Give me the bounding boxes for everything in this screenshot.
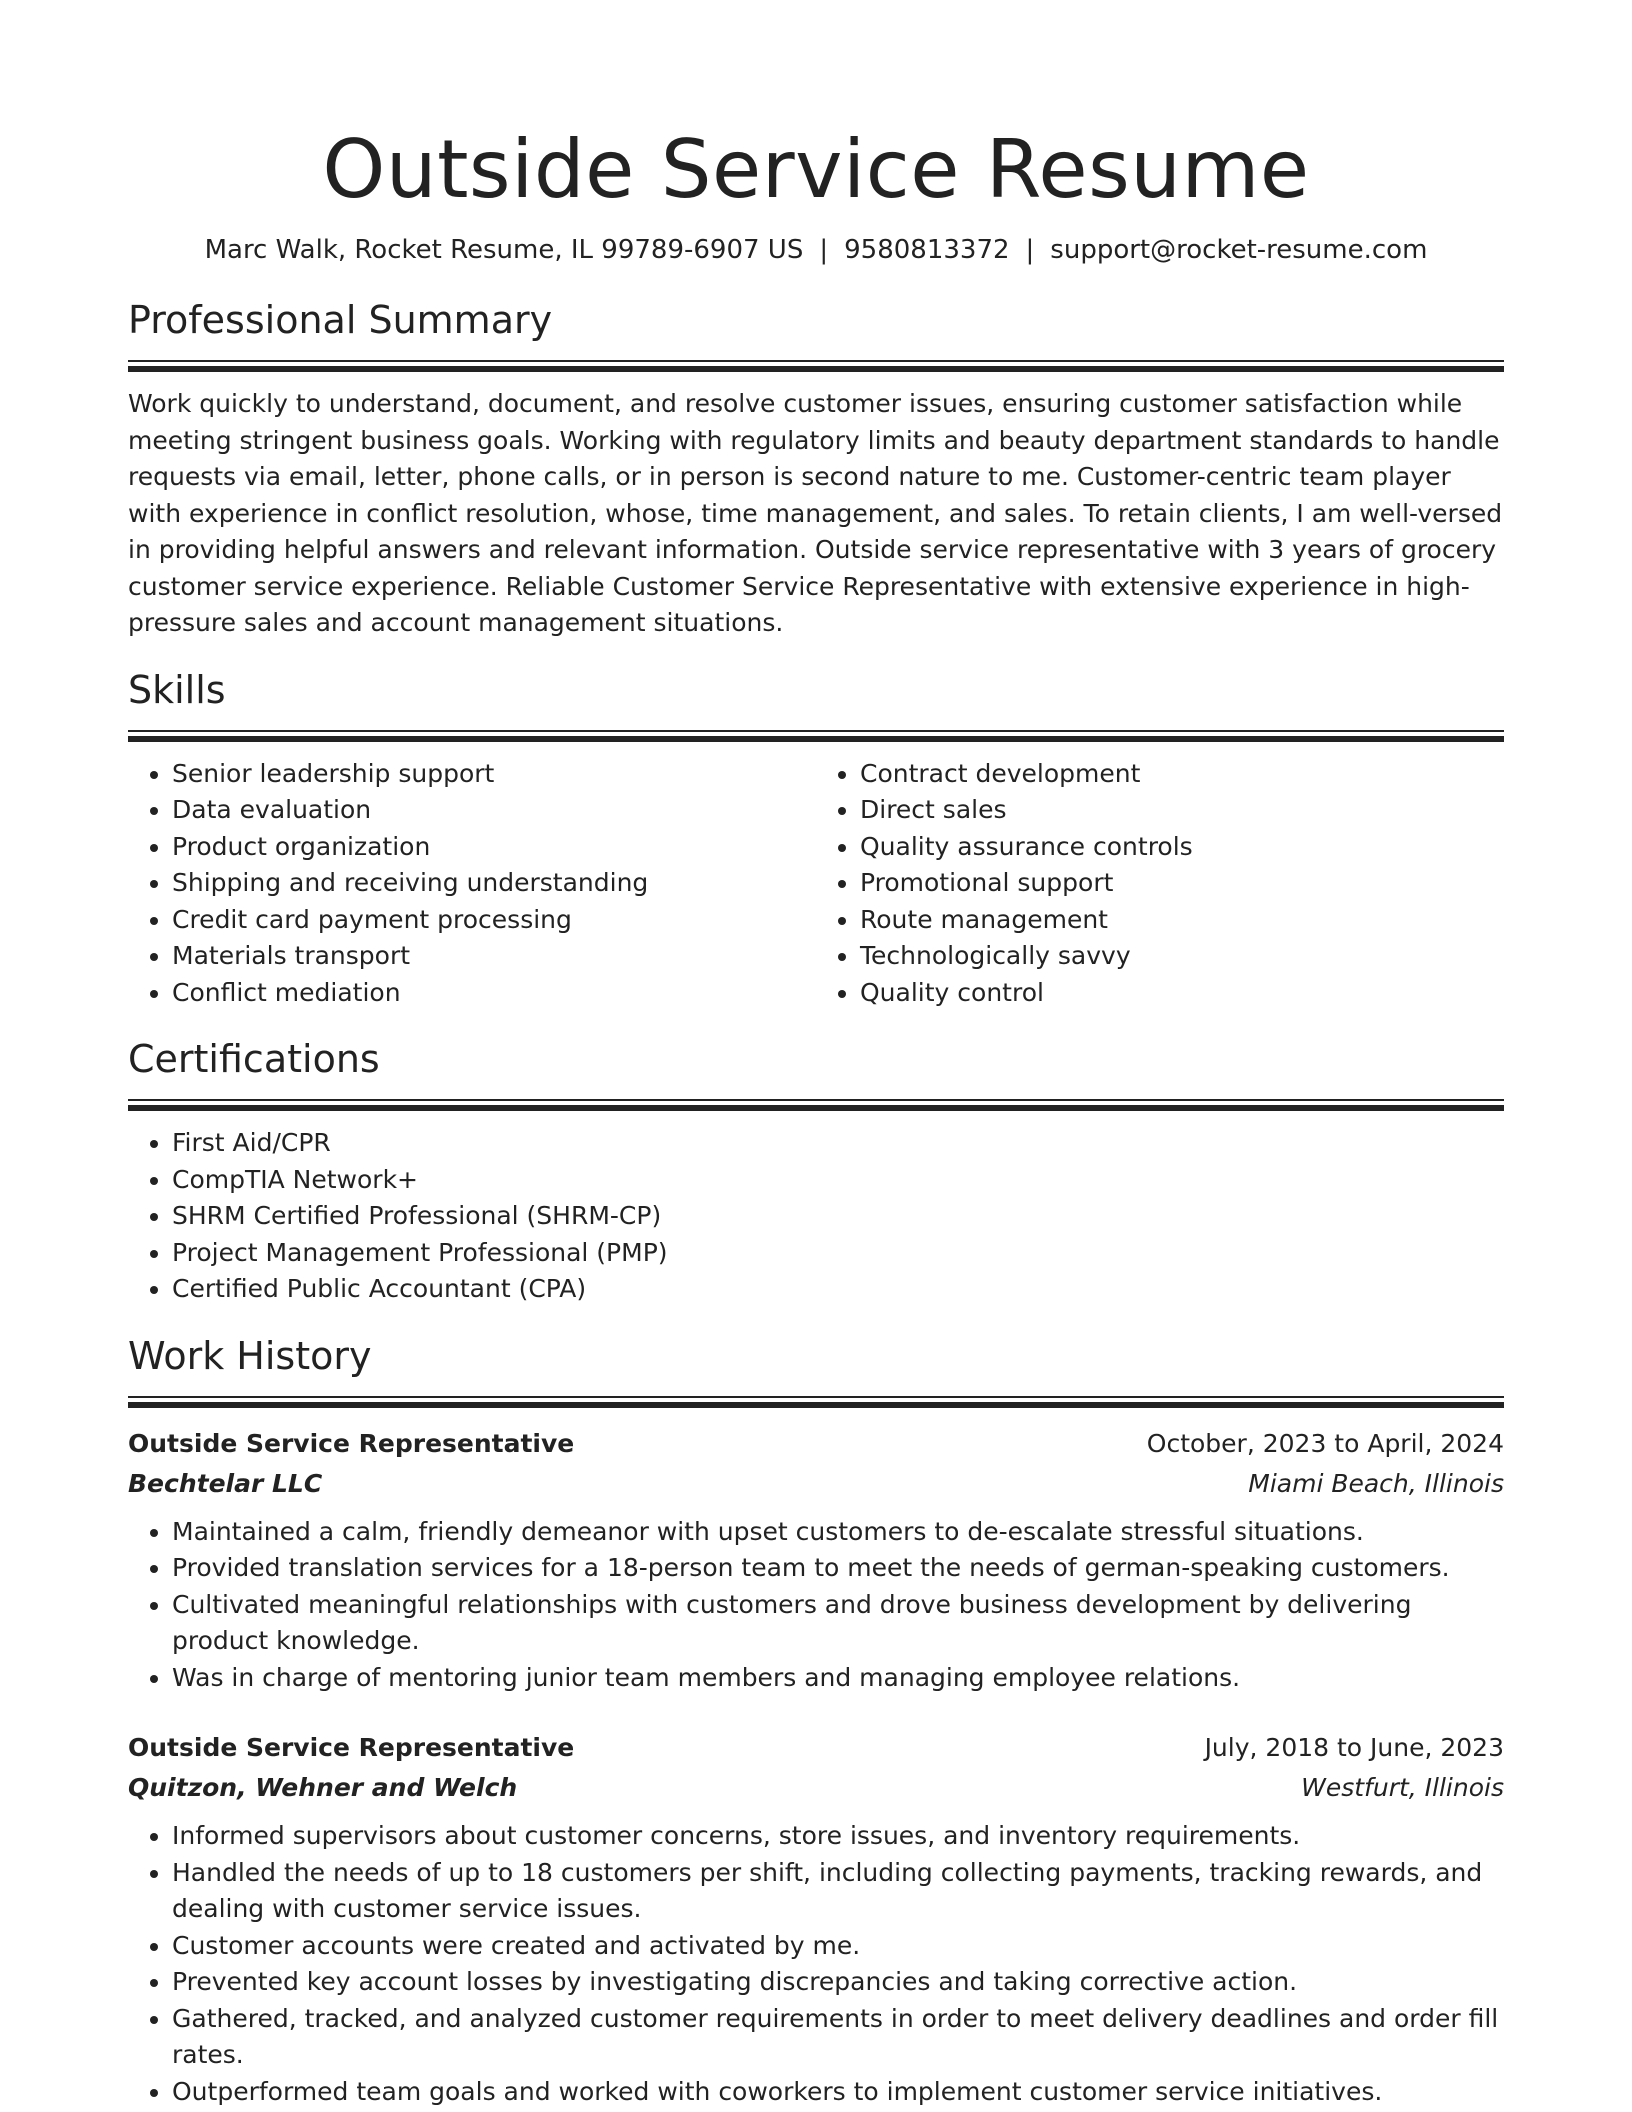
contact-separator: | [1025,235,1035,265]
certifications-items [128,1125,1504,1308]
skill-item: • Direct sales [860,792,1504,829]
section-divider [128,730,1504,742]
job-dates: July, 2018 to June, 2023 [1204,1733,1504,1762]
resume-title: Outside Service Resume [322,123,1310,216]
contact-address: Marc Walk, Rocket Resume, IL 99789-6907 US [204,235,804,265]
certification-item: • SHRM Certified Professional (SHRM-CP) [172,1198,1504,1235]
job-company: Bechtelar LLC [128,1468,323,1498]
job-dates: October, 2023 to April, 2024 [1146,1428,1504,1458]
skill-item: • Promotional support [860,865,1504,902]
skills-list [128,756,1504,1012]
work-history-heading: Work History [128,1333,372,1378]
skill-item: • Contract development [860,756,1504,793]
job-bullet: • Prevented key account losses by investigating discrepancies and taking corrective action. [172,1964,1504,2001]
job-bullets [128,1818,1504,2110]
contact-phone: 9580813372 [844,235,1010,265]
job-subheader-row [128,1464,1504,1504]
skill-item: • Technologically savvy [860,938,1504,975]
certifications-list [128,1125,1504,1308]
certification-item: • Certified Public Accountant (CPA) [172,1271,1504,1308]
job-bullet: • Cultivated meaningful relationships with customers and drove business development by delivering product knowledge. [172,1587,1504,1660]
certification-item: • Project Management Professional (PMP) [172,1235,1504,1272]
job-entry [128,1728,1504,2110]
skill-item: • Data evaluation [172,792,816,829]
job-title: Outside Service Representative [128,1428,575,1458]
job-title: Outside Service Representative [128,1733,575,1762]
contact-line [128,232,1504,268]
skill-item: • Conflict mediation [172,975,816,1012]
job-location: Miami Beach, Illinois [1248,1468,1504,1498]
section-divider [128,1099,1504,1111]
job-subheader-row [128,1768,1504,1808]
job-header-row [128,1728,1504,1768]
summary-heading: Professional Summary [128,298,553,342]
job-bullet: • Handled the needs of up to 18 customers per shift, including collecting payments, tracking rewards, and dealing with customer service issues. [172,1855,1504,1928]
job-company: Quitzon, Wehner and Welch [128,1773,518,1802]
skill-item: • Quality control [860,975,1504,1012]
skill-item: • Materials transport [172,938,816,975]
job-bullet: • Informed supervisors about customer concerns, store issues, and inventory requirements. [172,1818,1504,1855]
job-bullet: • Outperformed team goals and worked with coworkers to implement customer service initiatives. [172,2074,1504,2111]
job-bullet: • Gathered, tracked, and analyzed customer requirements in order to meet delivery deadlines and order fill rates. [172,2001,1504,2074]
skill-item: • Route management [860,902,1504,939]
certifications-heading: Certifications [128,1037,380,1081]
certification-item: • CompTIA Network+ [172,1162,1504,1199]
skill-item: • Product organization [172,829,816,866]
skill-item: • Credit card payment processing [172,902,816,939]
section-divider [128,1396,1504,1408]
skill-item: • Quality assurance controls [860,829,1504,866]
skills-column-left [128,756,816,1012]
skills-heading: Skills [128,667,226,712]
certification-item: • First Aid/CPR [172,1125,1504,1162]
section-divider [128,360,1504,372]
skill-item: • Senior leadership support [172,756,816,793]
summary-text: Work quickly to understand, document, and resolve customer issues, ensuring customer satisfaction while meeting stringent business goals. Working with regulatory limits and beauty department standards to handle requests via email, letter, phone calls, or in person is second nature to me. Customer-centric team player with experience in conflict resolution, whose, time management, and sales. To retain clients, I am well-versed in providing helpful answers and relevant information. Outside service representative with 3 years of grocery customer service experience. Reliable Customer Service Representative with extensive experience in high-pressure sales and account management situations. [128,389,1503,637]
contact-email: support@rocket-resume.com [1050,235,1428,265]
job-entry [128,1424,1504,1697]
job-bullet: • Provided translation services for a 18-person team to meet the needs of german-speaking customers. [172,1550,1504,1587]
job-location: Westfurt, Illinois [1301,1773,1504,1802]
skill-item: • Shipping and receiving understanding [172,865,816,902]
job-bullets [128,1514,1504,1697]
contact-separator: | [819,235,829,265]
job-bullet: • Customer accounts were created and activated by me. [172,1928,1504,1965]
job-bullet: • Was in charge of mentoring junior team members and managing employee relations. [172,1660,1504,1697]
job-bullet: • Maintained a calm, friendly demeanor with upset customers to de-escalate stressful situations. [172,1514,1504,1551]
skills-column-right [816,756,1504,1012]
job-header-row [128,1424,1504,1464]
